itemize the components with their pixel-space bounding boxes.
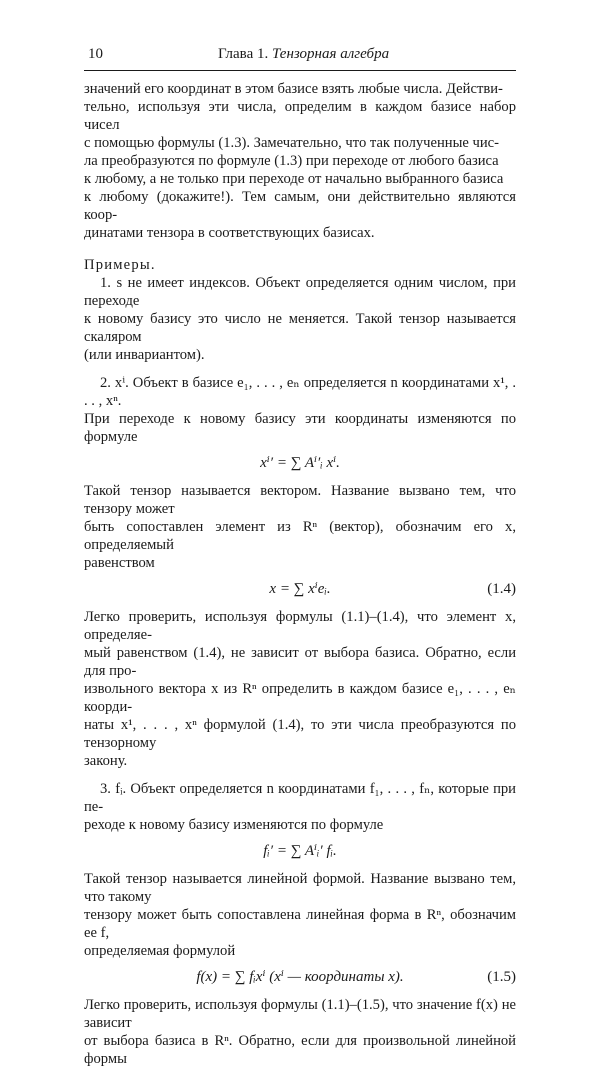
equation-number: (1.4) bbox=[487, 581, 516, 597]
examples-heading: Примеры. bbox=[84, 257, 156, 273]
text-line: с помощью формулы (1.3). Замечательно, что так полученные чис- bbox=[84, 135, 500, 151]
text-line: 2. xⁱ. Объект в базисе e₁, . . . , eₙ определяется n координатами x¹, . . . , xⁿ. bbox=[84, 375, 516, 409]
formula-form-transform bbox=[84, 834, 516, 870]
text-line: к любому (докажите!). Тем самым, они действительно являются коор- bbox=[84, 189, 516, 223]
text-line: к любому, а не только при переходе от начально выбранного базиса bbox=[84, 171, 504, 187]
chapter-title: Тензорная алгебра bbox=[271, 46, 390, 62]
text-line: мый равенством (1.4), не зависит от выбора базиса. Обратно, если для про- bbox=[84, 645, 516, 679]
text-line: тензору может быть сопоставлена линейная форма в Rⁿ, обозначим ее f, bbox=[84, 907, 516, 941]
text-line: быть сопоставлен элемент из Rⁿ (вектор), обозначим его x, определяемый bbox=[84, 519, 516, 553]
text-line: наты x¹, . . . , xⁿ формулой (1.4), то эти числа преобразуются по тензорному bbox=[84, 717, 516, 751]
text-line: реходе к новому базису изменяются по формуле bbox=[84, 817, 384, 833]
formula-expression: f(x) = ∑ fᵢxⁱ (xⁱ — координаты x). bbox=[196, 969, 404, 985]
text-line: от выбора базиса в Rⁿ. Обратно, если для произвольной линейной формы bbox=[84, 1033, 516, 1067]
example-2 bbox=[84, 374, 516, 770]
example-1 bbox=[84, 274, 516, 364]
formula-expression: fᵢ′ = ∑ Aⁱᵢ′ fᵢ. bbox=[263, 843, 337, 859]
text-line: 1. s не имеет индексов. Объект определяется одним числом, при переходе bbox=[84, 275, 516, 309]
text-line: При переходе к новому базису эти координаты изменяются по формуле bbox=[84, 411, 516, 445]
text-line: 3. fᵢ. Объект определяется n координатами f₁, . . . , fₙ, которые при пе- bbox=[84, 781, 516, 815]
page-body bbox=[84, 80, 516, 1068]
formula-1-5 bbox=[84, 960, 516, 996]
text-line: извольного вектора x из Rⁿ определить в каждом базисе e₁, . . . , eₙ коорди- bbox=[84, 681, 516, 715]
formula-1-4 bbox=[84, 572, 516, 608]
text-line: тельно, используя эти числа, определим в каждом базисе набор чисел bbox=[84, 99, 516, 133]
text-line: определяемая формулой bbox=[84, 943, 236, 959]
chapter-heading bbox=[218, 46, 389, 63]
text-line: Легко проверить, используя формулы (1.1)–(1.5), что значение f(x) не зависит bbox=[84, 997, 516, 1031]
chapter-label: Глава 1. bbox=[218, 46, 269, 62]
running-header bbox=[88, 46, 514, 68]
equation-number: (1.5) bbox=[487, 969, 516, 985]
text-line: равенством bbox=[84, 555, 155, 571]
text-line: ла преобразуются по формуле (1.3) при переходе от любого базиса bbox=[84, 153, 499, 169]
paragraph-intro bbox=[84, 80, 516, 242]
formula-expression: xⁱ′ = ∑ Aⁱ′ᵢ xⁱ. bbox=[260, 455, 340, 471]
text-line: Такой тензор называется линейной формой. Название вызвано тем, что такому bbox=[84, 871, 516, 905]
text-line: Легко проверить, используя формулы (1.1)–(1.4), что элемент x, определяе- bbox=[84, 609, 516, 643]
text-line: закону. bbox=[84, 753, 128, 769]
header-rule bbox=[84, 70, 516, 71]
formula-vector-transform bbox=[84, 446, 516, 482]
text-line: значений его координат в этом базисе взять любые числа. Действи- bbox=[84, 81, 503, 97]
example-3 bbox=[84, 780, 516, 1068]
text-line: Такой тензор называется вектором. Название вызвано тем, что тензору может bbox=[84, 483, 516, 517]
text-line: (или инвариантом). bbox=[84, 347, 205, 363]
formula-expression: x = ∑ xⁱeᵢ. bbox=[269, 581, 331, 597]
text-line: динатами тензора в соответствующих базисах. bbox=[84, 225, 375, 241]
page-number: 10 bbox=[88, 46, 103, 62]
text-line: к новому базису это число не меняется. Такой тензор называется скаляром bbox=[84, 311, 516, 345]
